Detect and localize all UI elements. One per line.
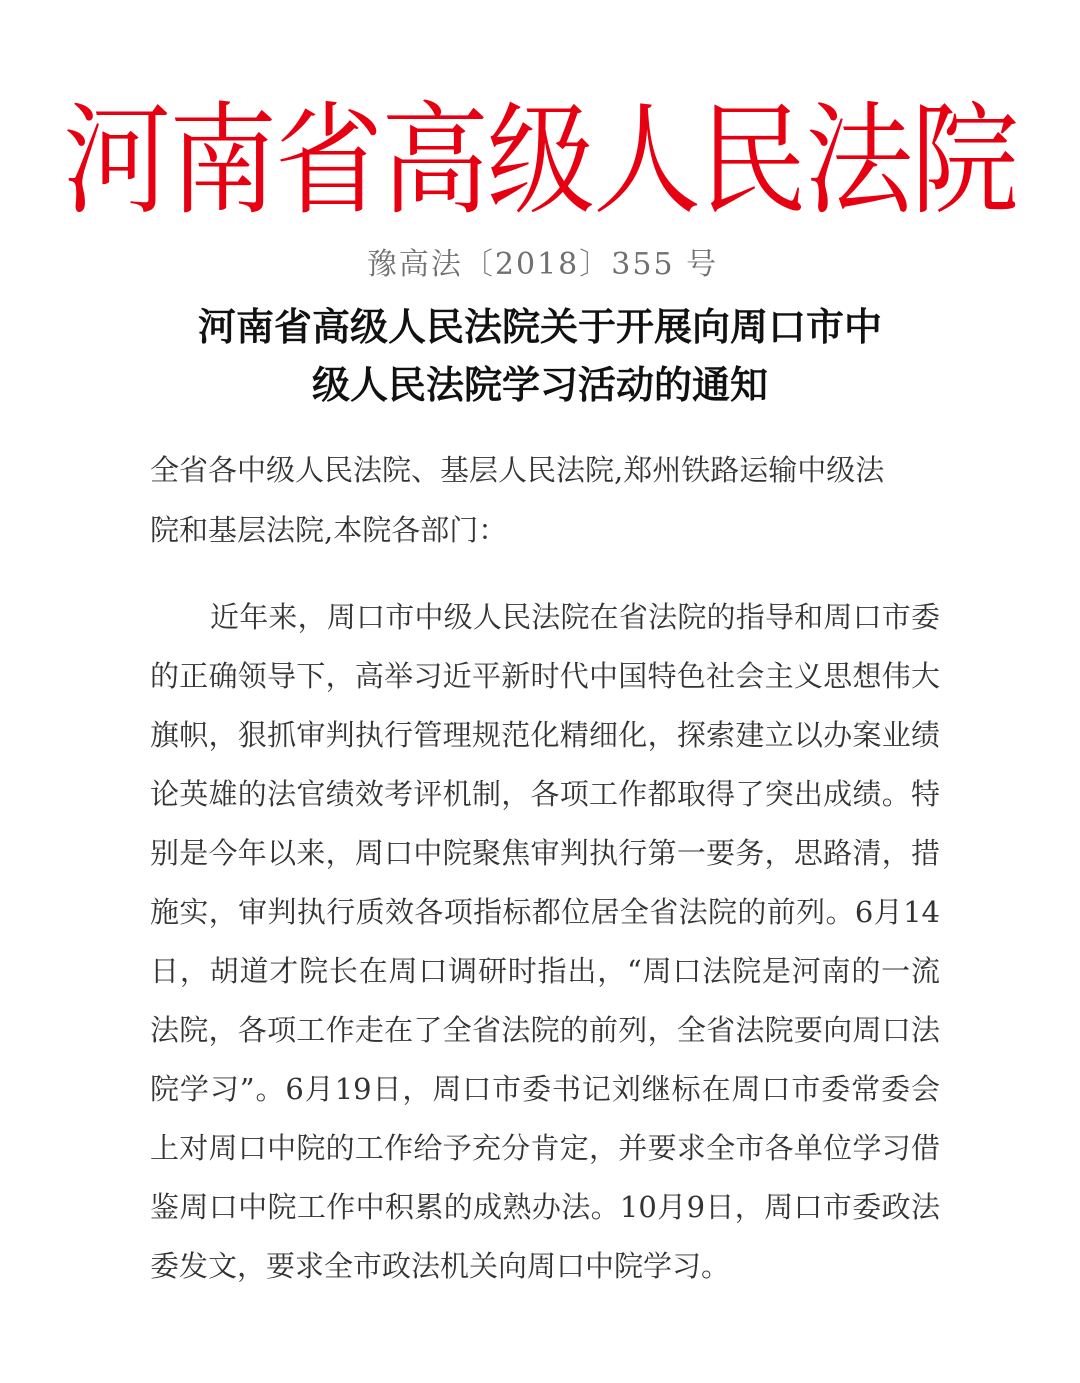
body-paragraph: 近年来，周口市中级人民法院在省法院的指导和周口市委的正确领导下，高举习近平新时代中国特色社会主义思想伟大旗帜，狠抓审判执行管理规范化精细化，探索建立以办案业绩论英雄的法官绩效考评机制，各项工作都取得了突出成绩。特别是今年以来，周口中院聚焦审判执行第一要务，思路清，措施实，审判执行质效各项指标都位居全省法院的前列。6月14日，胡道才院长在周口调研时指出，“周口法院是河南的一流法院，各项工作走在了全省法院的前列，全省法院要向周口法院学习”。6月19日，周口市委书记刘继标在周口市委常委会上对周口中院的工作给予充分肯定，并要求全市各单位学习借鉴周口中院工作中积累的成熟办法。10月9日，周口市委政法委发文，要求全市政法机关向周口中院学习。 bbox=[150, 600, 940, 1283]
addressee-line-1: 全省各中级人民法院、基层人民法院,郑州铁路运输中级法 bbox=[150, 453, 885, 487]
document-number: 豫高法〔2018〕355 号 bbox=[366, 247, 719, 282]
document-title-line-2: 级人民法院学习活动的通知 bbox=[311, 362, 768, 407]
document-title bbox=[140, 298, 940, 414]
addressee bbox=[150, 440, 950, 560]
addressee-line-2: 院和基层法院,本院各部门： bbox=[150, 513, 508, 547]
document-title-line-1: 河南省高级人民法院关于开展向周口市中 bbox=[197, 304, 882, 349]
issuing-authority-header: 河南省高级人民法院 bbox=[62, 91, 1017, 232]
